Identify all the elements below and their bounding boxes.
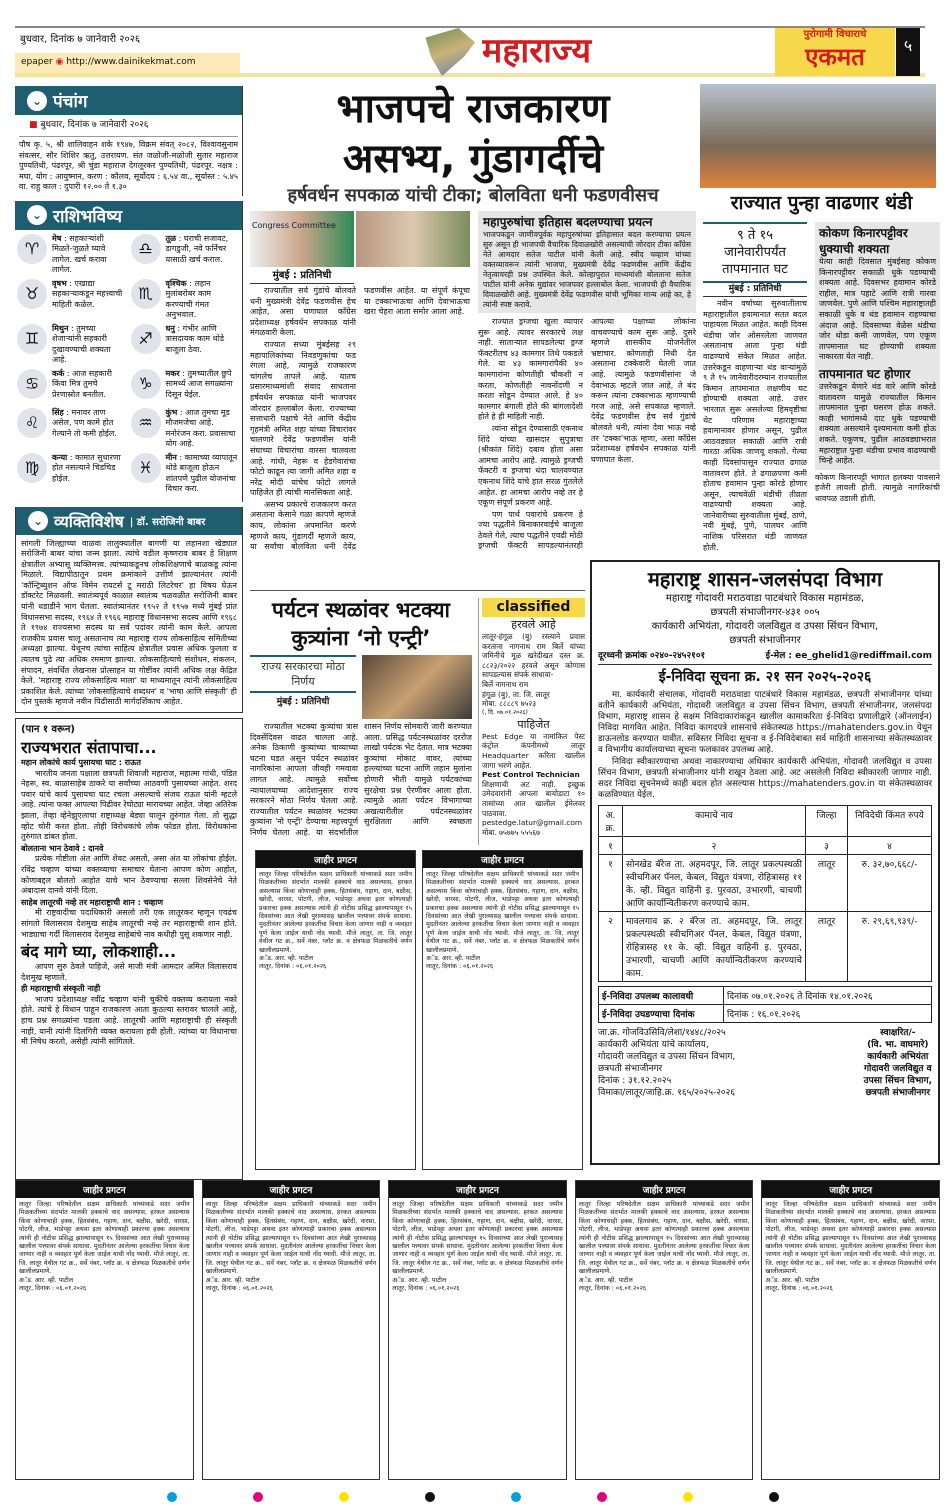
lead-headline: भाजपचे राजकारण असभ्य, गुंडागर्दीचे — [336, 86, 610, 182]
tourism-story — [250, 596, 472, 844]
zodiac-icon: ♌ — [17, 408, 47, 438]
rashi-sign: ♌ सिंह : मनावर ताण असेल, पण कामे होत गेल्याने तो कमी होईल. — [17, 408, 127, 450]
rashi-sign: ♊ मिथुन : तुमच्या शेजाऱ्यांनी सहकारी दुखावण्याची शक्यता आहे. — [17, 324, 127, 366]
rashi-sign: ♐ धनु : गंभीर आणि त्रासदायक काम थोडे बाजूला ठेवा. — [131, 324, 241, 366]
zodiac-icon: ♊ — [17, 324, 47, 354]
rashi-sign: ♍ कन्या : कामात सुधारणा होत नसल्याने चिडचिड होईल. — [17, 453, 127, 495]
tender-sign-line: गोदावरी जलविद्युत व — [863, 1064, 932, 1074]
email-link[interactable]: ई-मेल : ee_ghelid1@rediffmail.com — [765, 651, 932, 661]
zodiac-icon: ♓ — [131, 453, 161, 483]
tender-ref-line: छत्रपती संभाजीनगर — [598, 1064, 663, 1074]
bullet-icon: ■ — [29, 120, 38, 130]
notice-ad: जाहीर प्रगटन लातूर जिल्हा परिषदेतील सक्षम प्राधिकारी यांच्याकडे सदर जमीन मिळकतीच्या संदर्भात मालकी हक्काचे वाद असल्यास, हरकत असल्यास किंवा कोणाचाही हक्क, हितसंबंध, गहाण, दान, बक्षीस, खरेदी, वारसा, पोटगी, लीज, भाडेपट्टा अथवा इतर कोणत्याही प्रकारचा हक्क असल्यास त्यांनी ही नोटीस प्रसिद्ध झाल्यापासून १५ दिवसांच्या आत लेखी पुराव्यासह खालील पत्त्यावर संपर्क साधावा. मुदतीनंतर आलेल्या हरकतींचा विचार केला जाणार नाही व व्यवहार पूर्ण केला जाईल याची नोंद घ्यावी. मौजे लातूर, ता. जि. लातूर येथील गट क्र., सर्वे नंबर, प्लॉट क्र. व क्षेत्रफळ मिळकतीचे वर्णन खालीलप्रमाणे. अॅड. आर. व्ही. पाटील लातूर, दिनांक : ०६.०१.२०२६ — [422, 850, 583, 1170]
registration-marks — [0, 1487, 945, 1506]
tourism-byline: मुंबई : प्रतिनिधी — [276, 697, 330, 707]
weather-body: नवीन वर्षाच्या सुरुवातीलाच महाराष्ट्रातील हवामानात सतत बदल पाहायला मिळत आहेत. काही दिवस थंडीचा जोर ओसरलेला जाणवत असतानाच आता पुन्हा थंडी वाढण्याचे संकेत मिळत आहेत. उत्तरेकडून वाहणाऱ्या थंड वाऱ्यांमुळे ९ ते १५ जानेवारीदरम्यान राज्यातील किमान तापमानात लक्षणीय घट होण्याची शक्यता आहे. उत्तर भारतात सुरू असलेल्या हिमवृष्टीचा थेट परिणाम महाराष्ट्राच्या हवामानावर होणार असून, पुढील आठवड्यात सकाळी आणि रात्री गारठा अधिक जाणवू शकतो. गेल्या काही दिवसांपासून राज्यात ढगाळ वातावरण होते. ते ढगाळपणा कमी होताच हवामान पुन्हा कोरडे होणार असून, त्याचवेळी थंडीची तीव्रता वाढण्याची शक्यता आहे. जानेवारीच्या सुरुवातीला मुंबई, ठाणे, नवी मुंबई, पुणे, पालघर आणि नाशिक परिसरात थंडी जाणवत होती. — [703, 299, 807, 552]
zodiac-icon: ♐ — [131, 324, 161, 354]
tender-ref-line: दिनांक : ३१.१२.२०२५ — [598, 1076, 672, 1086]
tender-sign-line: (वि. भा. वाघमारे) — [867, 1040, 929, 1050]
tender-ad: महाराष्ट्र शासन-जलसंपदा विभाग महाराष्ट्र गोदावरी मराठवाडा पाटबंधारे विकास महामंडळ, छत्रपती संभाजीनगर-४३१ ००५ कार्यकारी अभियंता, गोदावरी जलविद्युत व उपसा सिंचन विभाग, छत्रपती संभाजीनगर दूरध्वनी क्रमांक ०२४०-२४५२१०१ ई-मेल : ee_ghelid1@rediffmail.com ई-निविदा सूचना क्र. २१ सन २०२५-२०२६ मा. कार्यकारी संचालक, गोदावरी मराठवाडा पाटबंधारे विकास महामंडळ, छत्रपती संभाजीनगर यांच्या वतीने कार्यकारी अभियंता, गोदावरी जलविद्युत व उपसा सिंचन विभाग, छत्रपती संभाजीनगर, जलसंपदा विभाग, महाराष्ट्र शासन हे सक्षम निविदाकारांकडून खालील कामाकरिता ई-निविदा प्रणालीद्वारे (ऑनलाईन) निविदा मागवित आहेत. निविदा कागदपत्रे शासनाचे संकेतस्थळ https://mahatenders.gov.in येथून डाऊनलोड करण्यात यावीत. सविस्तर निविदा सूचना व ई-निविदेबाबत सर्व माहिती शासनाच्या संकेतस्थळावर व विभागीय कार्यालयाच्या सूचना फलकावर उपलब्ध आहे. निविदा स्वीकारण्याचा अथवा नाकारण्याचा अधिकार कार्यकारी अभियंता, गोदावरी जलविद्युत व उपसा सिंचन विभाग, छत्रपती संभाजीनगर यांनी राखून ठेवला आहे. अट असलेली निविदा स्वीकारली जाणार नाही. सदर निविदा सूचनेमध्ये काही बदल होत असल्यास https://mahatenders.gov.in या संकेतस्थळावर कळविण्यात येईल. अ. क्र. कामाचे नाव जिल्हा निविदेची किंमत रुपये १ २ ३ ४ १ सोनखेड बॅरेज ता. अहमदपूर, जि. लातूर प्रकल्पस्थळी स्वीचगिअर पॅनल, केबल, विद्युत यंत्रणा, रोहित्रासह ११ के. व्ही. विद्युत वाहिनी इ. पुरवठा, उभारणी, चाचणी आणि कार्यान्वितीकरण करण्याचे काम. लातूर रु. ३२,७०,६६८/- २ मावलगाव क्र. २ बॅरेज ता. अहमदपूर, जि. लातूर प्रकल्पस्थळी स्वीचगिअर पॅनल, केबल, विद्युत यंत्रणा, रोहित्रासह ११ के. व्ही. विद्युत वाहिनी इ. पुरवठा, उभारणी, चाचणी आणि कार्यान्वितीकरण करण्याचे काम. लातूर रु. २९,६९,९३९/- ई-निविदा उपलब्ध कालावधी दिनांक ०७.०१.२०२६ ते दिनांक १४.०१.२०२६ ई-निविदा उघडण्याचा दिनांक दिनांक : १६.०१.२०२६ जा.क्र. गोजविउसिवि/लेशा/१४४८/२०२५ कार्यकारी अभियंता यांचे कार्यालय, गोदावरी जलविद्युत व उपसा सिंचन विभाग, छत्रपती संभाजीनगर दिनांक : ३१.१२.२०२५ विमाका/लातूर/जाहि.क्र. १६५/२०२५-२०२६ स्वाक्षरित/- (वि. भा. वाघमारे) कार्यकारी अभियंता गोदावरी जलविद्युत व उपसा सिंचन विभाग, छत्रपती संभाजीनगर — [590, 560, 940, 1165]
chevron-down-icon: ⌄ — [27, 205, 47, 225]
zodiac-icon: ♑ — [131, 369, 161, 399]
masthead-date: बुधवार, दिनांक ७ जानेवारी २०२६ — [20, 34, 141, 45]
sapkal-photo: Congress Committee — [250, 211, 354, 267]
tourism-headline: पर्यटन स्थळांवर भटक्या कुत्र्यांना ‘नो एन्ट्री’ — [271, 598, 450, 650]
tourism-box: राज्य सरकारचा मोठा निर्णय — [250, 655, 356, 693]
lead-body — [250, 211, 696, 556]
maharashtra-map-logo — [420, 28, 475, 76]
lead-story — [250, 84, 696, 556]
zodiac-icon: ♉ — [17, 279, 47, 309]
rashi-sign: ♏ वृश्चिक : लहान मुलांबरोबर काम करण्याची गंमत अनुभवाल. — [131, 279, 241, 321]
rashi-section: ⌄ राशिभविष्य ♈ मेष : सहकाऱ्यांशी मिळते-जुळते घ्यावे लागेल. खर्च करावा लागेल. ♎ तूळ : घराची सजावट, डागडुजी, नवे फर्निचर यासाठी खर्च कराल. ♉ वृषभ : एखाद्या सहकाऱ्याकडून महत्त्वाची माहिती कळेल. ♏ वृश्चिक : लहान मुलांबरोबर काम करण्याची गंमत अनुभवाल. ♊ मिथुन : तुमच्या शेजाऱ्यांनी सहकारी दुखावण्याची शक्यता आहे. ♐ धनु : गंभीर आणि त्रासदायक काम थोडे बाजूला ठेवा. ♋ कर्क : आज सहकारी किंवा मित्र तुमचे प्रेरणास्रोत बनतील. ♑ मकर : तुमच्यातील छुपे सामर्थ्य आज सगळ्यांना दिसून येईल. ♌ सिंह : मनावर ताण असेल, पण कामे होत गेल्याने तो कमी होईल. ♒ कुंभ : आज तुमचा मूड मौजमजेचा आहे. मनोरंजन करा. प्रवासाचा योग आहे. ♍ कन्या : कामात सुधारणा होत नसल्याने चिडचिड होईल. ♓ मीन : कामाच्या व्यापातून थोडे बाजूला होऊन शांतपणे पुढील योजनांचा विचार करा. — [15, 201, 243, 502]
shinde-photo — [356, 211, 470, 267]
classified-section: classified हरवले आहे लातूर-हंगूळ (बु) रस्त्याने प्रवास करताना नागनाथ राम बिर्ले यांच्या जमिनीचे मूळ खरेदीखत दस्त क्र. ८८२३/२०२२ हरवले असून कोणास सापडल्यास संपर्क साधावा- बिर्ले नागनाथ राम हंगूळ (बु), ता. जि. लातूर मोबा. ८८८८९ ७५२३ (, दि. ०७.०१.२०२६) पाहिजेत Pest Edge या नामांकित पेस्ट कंट्रोल कंपनीमध्ये लातूर Headquarter करिता खालील जागा भरणे आहेत. Pest Control Technician शिक्षणाची अट नाही. इच्छुक उमेदवारांनी आपला बायोडाटा १० तासांच्या आत खालील ईमेलवर पाठवावा. pestedge.latur@gmail.com मोबा. ७५७७५ ५५५६७ — [478, 598, 585, 845]
weather-side — [815, 222, 940, 556]
lead-cols-3-4: राज्यात ड्रग्जचा खुला व्यापार सुरू आहे. त्यावर सरकारचे लक्ष नाही. साताऱ्यात सापडलेल्या ड्रग्ज फॅक्टरीतच ४३ कामगार तिथे पकडले गेले. या ४३ कामगारांपैकी ४० कामगारांना कोणतीही चौकशी न करता, कोणतीही नावनोंदणी न करता सोडून देण्यात आले. हे ४० कामगार बंगाली होते की बांगलादेशी होते हे ही माहिती नाही. त्यांना सोडून देण्यासाठी एकनाथ शिंदे यांच्या खासदार सुपुत्राचा (श्रीकांत शिंदे) दबाव होता असा आमचा आरोप आहे. त्यामुळे ड्रग्जची फॅक्टरी व ड्रग्जचा धंदा चालवण्यात एकनाथ शिंदे यांचे हात सरळ गुंतलेले आहेत. हा आमचा आरोप नव्हे तर हे एकूण संपूर्ण प्रकरण आहे. पण पार्थ पवारांचे प्रकरण हे ज्या पद्धतीने बिनाकारवाईचे बाजूला ठेवले गेले, त्याच पद्धतीने एवढी मोठी ड्रग्जची फॅक्टरी सापडल्यानंतरही आपल्या पक्षाच्या लोकांना वाचवण्याचे काम सुरू आहे. दुसरे म्हणजे शासकीय योजनेतील भ्रष्टाचार. कोणताही निधी देत असताना टक्केवारी घेतली जात आहे. त्यामुळे फडणवीसांना जे देवाभाऊ म्हटले जात आहे, ते बंद करून त्यांना टक्काभाऊ म्हणण्याची गरज आहे, असे सपकाळ म्हणाले. देवेंद्र फडणवीस हेच सर्व गुंडांचे बोलवते धनी, त्यांना देवा भाऊ नव्हे तर 'टक्का'भाऊ म्हणा, असा काँग्रेस प्रदेशाध्यक्ष हर्षवर्धन सपकाळ यांनी घणाघात केला. — [478, 317, 696, 551]
rashi-sign: ♓ मीन : कामाच्या व्यापातून थोडे बाजूला होऊन शांतपणे पुढील योजनांचा विचार करा. — [131, 453, 241, 495]
rashi-sign: ♑ मकर : तुमच्यातील छुपे सामर्थ्य आज सगळ्यांना दिसून येईल. — [131, 369, 241, 405]
tourism-body: राज्यातील भटक्या कुत्र्यांचा त्रास दिवसेंदिवस वाढत चालला आहे. अनेक ठिकाणी कुत्र्यांच्या चाव्याच्या घटना घडत असून पर्यटन स्थळांवर नागरिकांना आपला जीवही गमवावा लागत आहे. त्यामुळे सर्वोच्च न्यायालयाच्या आदेशानुसार राज्य सरकारने मोठा निर्णय घेतला आहे. राज्यातील पर्यटन स्थळांवर भटक्या कुत्र्यांना 'नो एन्ट्री' देण्याचा महत्त्वपूर्ण निर्णय घेतला आहे. या संदर्भातील शासन निर्णय सोमवारी जारी करण्यात आला. प्रसिद्ध पर्यटनस्थळांवर दररोज लाखो पर्यटक भेट देतात. मात्र भटक्या कुत्र्यांचा मोकाट वावर, त्यांच्या हल्ल्यांच्या घटना आणि लहान मुलांना होणारी भीती यामुळे पर्यटकांच्या सुरक्षेचा प्रश्न ऐरणीवर आला होता. त्यामुळे आता पर्यटन विभागाच्या अखत्यारीतील पर्यटनस्थळांवर सुरक्षितता आणि स्वच्छता — [250, 722, 472, 837]
zodiac-icon: ♍ — [17, 453, 47, 483]
tender-signature — [864, 1027, 932, 1099]
rashi-sign: ♎ तूळ : घराची सजावट, डागडुजी, नवे फर्निचर यासाठी खर्च कराल. — [131, 234, 241, 276]
page-number: ५ — [896, 28, 920, 76]
tender-ref-line: गोदावरी जलविद्युत व उपसा सिंचन विभाग, — [598, 1052, 736, 1062]
tender-sign-line: उपसा सिंचन विभाग, — [863, 1076, 932, 1086]
notice-ad: जाहीर प्रगटन लातूर जिल्हा परिषदेतील सक्षम प्राधिकारी यांच्याकडे सदर जमीन मिळकतीच्या संदर्भात मालकी हक्काचे वाद असल्यास, हरकत असल्यास किंवा कोणाचाही हक्क, हितसंबंध, गहाण, दान, बक्षीस, खरेदी, वारसा, पोटगी, लीज, भाडेपट्टा अथवा इतर कोणत्याही प्रकारचा हक्क असल्यास त्यांनी ही नोटीस प्रसिद्ध झाल्यापासून १५ दिवसांच्या आत लेखी पुराव्यासह खालील पत्त्यावर संपर्क साधावा. मुदतीनंतर आलेल्या हरकतींचा विचार केला जाणार नाही व व्यवहार पूर्ण केला जाईल याची नोंद घ्यावी. मौजे लातूर, ता. जि. लातूर येथील गट क्र., सर्वे नंबर, प्लॉट क्र. व क्षेत्रफळ मिळकतीचे वर्णन खालीलप्रमाणे. अॅड. आर. व्ही. पाटील लातूर, दिनांक : ०६.०१.२०२६ — [388, 1180, 567, 1480]
sidebox-history: महापुरुषांचा इतिहास बदलण्याचा प्रयत्न भाजपकडून जाणीवपूर्वक महापुरुषांच्या इतिहासात बदल करण्याचा प्रयत्न सुरु असून ही भाजपची वैचारिक दिवाळखोरी असल्याची जोरदार टीका काँग्रेस नेते आमदार सतेज पाटील यांनी केली आहे. स्वीद चव्हाण यांच्या वक्तव्यावरून त्यांनी भाजपा, मुख्यमंत्री देवेंद्र फडणवीस आणि केंद्रीय नेतृत्वावरही प्रश्न उपस्थित केले. कोल्हापुरात माध्यमांशी बोलताना सतेज पाटील यांनी अनेक मुद्यांवर भाजपवर हल्लाबोल केला. भाजपची ही वैचारिक दिवाळखोरी आहे. मुख्यमंत्री देवेंद्र फडणवीस यांची भूमिका मान्य आहे का, हे त्यांनी स्पष्ट करावे. — [478, 211, 696, 313]
rashi-sign: ♒ कुंभ : आज तुमचा मूड मौजमजेचा आहे. मनोरंजन करा. प्रवासाचा योग आहे. — [131, 408, 241, 450]
section-title: महाराज्य — [482, 31, 592, 71]
lead-byline: मुंबई : प्रतिनिधी — [250, 269, 354, 284]
table-row: २ मावलगाव क्र. २ बॅरेज ता. अहमदपूर, जि. लातूर प्रकल्पस्थळी स्वीचगिअर पॅनल, केबल, विद्युत यंत्रणा, रोहित्रासह ११ के. व्ही. विद्युत वाहिनी इ. पुरवठा, उभारणी, चाचणी आणि कार्यान्वितीकरण करण्याचे काम. लातूर रु. २९,६९,९३९/- — [599, 912, 932, 982]
notice-ad: जाहीर प्रगटन लातूर जिल्हा परिषदेतील सक्षम प्राधिकारी यांच्याकडे सदर जमीन मिळकतीच्या संदर्भात मालकी हक्काचे वाद असल्यास, हरकत असल्यास किंवा कोणाचाही हक्क, हितसंबंध, गहाण, दान, बक्षीस, खरेदी, वारसा, पोटगी, लीज, भाडेपट्टा अथवा इतर कोणत्याही प्रकारचा हक्क असल्यास त्यांनी ही नोटीस प्रसिद्ध झाल्यापासून १५ दिवसांच्या आत लेखी पुराव्यासह खालील पत्त्यावर संपर्क साधावा. मुदतीनंतर आलेल्या हरकतींचा विचार केला जाणार नाही व व्यवहार पूर्ण केला जाईल याची नोंद घ्यावी. मौजे लातूर, ता. जि. लातूर येथील गट क्र., सर्वे नंबर, प्लॉट क्र. व क्षेत्रफळ मिळकतीचे वर्णन खालीलप्रमाणे. अॅड. आर. व्ही. पाटील लातूर, दिनांक : ०६.०१.२०२६ — [15, 1180, 194, 1480]
tender-sign-line: स्वाक्षरित/- — [880, 1028, 916, 1038]
vyakti-section: ⌄ व्यक्तिविशेष | डॉ. सरोजिनी बाबर सांगली जिल्ह्याच्या वाळवा तालुक्यातील बागणी या लहानशा खेड्यात सरोजिनी बाबर यांचा जन्म झाला. त्यांचे वडील कृष्णराव बाबर हे शिक्षण क्षेत्रातील अभ्यासू व्यक्तिमत्त्व. त्यांच्याकडूनच लोकशिक्षणाचे बाळकडू त्यांना मिळाले. विद्यापीठातून प्रथम क्रमांकाने उत्तीर्ण झाल्यानंतर त्यांनी 'कॉन्ट्रिब्युशन ऑफ विमेन रायटर्स टू मराठी लिटरेचर' हा विषय घेऊन डॉक्टरेट मिळवली. स्वातंत्र्यपूर्व काळात स्वातंत्र्य चळवळीत सरोजिनी बाबर यांनी धडाडीने भाग घेतला. स्वातंत्र्यानंतर १९५२ ते १९५७ मध्ये मुंबई प्रांत विधानसभा सदस्य, १९६४ ते १९६६ महाराष्ट्र विधानसभा सदस्य आणि १९६८ ते १९७४ राज्यसभा सदस्य या सर्व पदांवर त्यांनी काम केले. आपला राजकीय प्रवास चालू असतानाच त्या महाराष्ट्र राज्य लोकसाहित्य समितीच्या अध्यक्षा झाल्या. येथूनच त्यांचा साहित्य क्षेत्रातील प्रवास अधिक फुलला व त्यातच पुढे त्या अधिक रममाण झाल्या. लोकसाहित्याचे संशोधन, संकलन, संपादन, संवर्धित लेखनास प्रोत्साहन या गोष्टींवर त्यांनी अधिक लक्ष केंद्रित केले. 'महाराष्ट्र राज्य लोकसाहित्य माला' या माध्यमातून त्यांनी लोकसाहित्य प्रकाशित केले. त्यांच्या 'लोकसाहित्याचे शब्दधन' व 'भाषा आणि संस्कृती' ही दोन पुस्तके म्हणजे नवीन पिढीसाठी मार्गदर्शिकाच आहेत. — [15, 507, 243, 714]
weather-box: ९ ते १५ जानेवारीपर्यंत तापमानात घट — [703, 222, 807, 283]
tender-ref-line: कार्यकारी अभियंता यांचे कार्यालय, — [598, 1040, 709, 1050]
tender-sign-line: कार्यकारी अभियंता — [867, 1052, 929, 1062]
brand-block: पुरोगामी विचाराचे एकमत — [775, 28, 895, 76]
weather-story — [703, 190, 940, 556]
brand-logo: एकमत — [805, 43, 865, 71]
tender-ref-line: विमाका/लातूर/जाहि.क्र. १६५/२०२५-२०२६ — [598, 1088, 735, 1098]
notice-ad: जाहीर प्रगटन लातूर जिल्हा परिषदेतील सक्षम प्राधिकारी यांच्याकडे सदर जमीन मिळकतीच्या संदर्भात मालकी हक्काचे वाद असल्यास, हरकत असल्यास किंवा कोणाचाही हक्क, हितसंबंध, गहाण, दान, बक्षीस, खरेदी, वारसा, पोटगी, लीज, भाडेपट्टा अथवा इतर कोणत्याही प्रकारचा हक्क असल्यास त्यांनी ही नोटीस प्रसिद्ध झाल्यापासून १५ दिवसांच्या आत लेखी पुराव्यासह खालील पत्त्यावर संपर्क साधावा. मुदतीनंतर आलेल्या हरकतींचा विचार केला जाणार नाही व व्यवहार पूर्ण केला जाईल याची नोंद घ्यावी. मौजे लातूर, ता. जि. लातूर येथील गट क्र., सर्वे नंबर, प्लॉट क्र. व क्षेत्रफळ मिळकतीचे वर्णन खालीलप्रमाणे. अॅड. आर. व्ही. पाटील लातूर, दिनांक : ०६.०१.२०२६ — [202, 1180, 381, 1480]
search-icon: ◉ — [55, 57, 64, 67]
tender-table: अ. क्र. कामाचे नाव जिल्हा निविदेची किंमत रुपये १ २ ३ ४ १ सोनखेड बॅरेज ता. अहमदपूर, जि. लातूर प्रकल्पस्थळी स्वीचगिअर पॅनल, केबल, विद्युत यंत्रणा, रोहित्रासह ११ के. व्ही. विद्युत वाहिनी इ. पुरवठा, उभारणी, चाचणी आणि कार्यान्वितीकरण करण्याचे काम. लातूर रु. ३२,७०,६६८/- २ मावलगाव क्र. २ बॅरेज ता. अहमदपूर, जि. लातूर प्रकल्पस्थळी स्वीचगिअर पॅनल, केबल, विद्युत यंत्रणा, रोहित्रासह ११ के. व्ही. विद्युत वाहिनी इ. पुरवठा, उभारणी, चाचणी आणि कार्यान्वितीकरण करण्याचे काम. लातूर रु. २९,६९,९३९/- — [598, 805, 932, 982]
panchang-section: ⌄ पंचांग ■ बुधवार, दिनांक ७ जानेवारी २०२६ पौष कृ. ५, श्री शालिवाहन शके १९४७, विक्रम संवत् २०८२, विश्वावसुनाम संवत्सर, सौर शिशिर ऋतु, उत्तरायण. संत जळोजी-मळोजी सुतार महाराज पुण्यतिथी, पंढरपूर, श्री चुंडा महाराज देगलूरकर पुण्यतिथी, पंढरपूर. नक्षत्र : मघा, योग : आयुष्मान, करण : कौलव, सूर्योदय : ६.५४ वा., सूर्यास्त : ५.४५ वा. राहु काल : दुपारी १२.०० ते १.३० — [15, 86, 243, 196]
tender-dates: ई-निविदा उपलब्ध कालावधी दिनांक ०७.०१.२०२६ ते दिनांक १४.०१.२०२६ ई-निविदा उघडण्याचा दिनांक दिनांक : १६.०१.२०२६ — [598, 986, 932, 1023]
weather-byline: मुंबई : प्रतिनिधी — [703, 283, 807, 297]
tender-reference — [598, 1027, 735, 1099]
zodiac-icon: ♎ — [131, 234, 161, 264]
lead-cols-1-2: राज्यातील सर्व गुंडांचे बोलवते धनी मुख्यमंत्री देवेंद्र फडणवीस हेच आहेत, असा घणाघात काँग्रेस प्रदेशाध्यक्ष हर्षवर्धन सपकाळ यांनी मंगळवारी केला. राज्यात सध्या मुंबईसह २९ महापालिकांच्या निवडणुकांचा फड रंगला आहे, त्यामुळे राजकारण चांगलेच तापले आहे. यातच प्रसारमाध्यमांशी संवाद साधताना हर्षवर्धन सपकाळ यांनी भाजपवर जोरदार हल्लाबोल केला. राज्याच्या सत्ताधारी पक्षाचे नेते आणि केंद्रीय गृहमंत्री अमित शहा यांच्या विचारांवर चालणारे देवेंद्र फडणवीस यांनी संघाच्या विचारांचा वारसा चालवला आहे. गांधी, नेहरू व हेडगेवारांचा फोटो काढून त्या जागी अमित शहा व नरेंद्र मोदी यांचेच फोटो लागले पाहिजेत ही त्यांची मानसिकता आहे. असभ्य प्रकारचे राजकारण करत असताना केसाने गळा कापणे म्हणजे काय, लोकांना अपमानित करणे म्हणजे काय, गुंडागर्दी म्हणजे काय, या सर्वांचा बोलविता धनी देवेंद्र फडणवीस आहेत. या संपूर्ण कंपूचा या टक्काभाऊचा आणि देवाभाऊचा खरा चेहरा आता समोर आला आहे. — [250, 286, 470, 552]
cold-weather-photo — [700, 84, 936, 188]
table-row: १ सोनखेड बॅरेज ता. अहमदपूर, जि. लातूर प्रकल्पस्थळी स्वीचगिअर पॅनल, केबल, विद्युत यंत्रणा, रोहित्रासह ११ के. व्ही. विद्युत वाहिनी इ. पुरवठा, उभारणी, चाचणी आणि कार्यान्वितीकरण करण्याचे काम. लातूर रु. ३२,७०,६६८/- — [599, 855, 932, 912]
tender-ref-line: जा.क्र. गोजविउसिवि/लेशा/१४४८/२०२५ — [598, 1028, 726, 1038]
divider — [250, 590, 585, 591]
zodiac-icon: ♈ — [17, 234, 47, 264]
weather-main — [703, 222, 807, 556]
rashi-sign: ♈ मेष : सहकाऱ्यांशी मिळते-जुळते घ्यावे लागेल. खर्च करावा लागेल. — [17, 234, 127, 276]
tender-sign-line: छत्रपती संभाजीनगर — [865, 1088, 931, 1098]
zodiac-icon: ♏ — [131, 279, 161, 309]
notice-ad: जाहीर प्रगटन लातूर जिल्हा परिषदेतील सक्षम प्राधिकारी यांच्याकडे सदर जमीन मिळकतीच्या संदर्भात मालकी हक्काचे वाद असल्यास, हरकत असल्यास किंवा कोणाचाही हक्क, हितसंबंध, गहाण, दान, बक्षीस, खरेदी, वारसा, पोटगी, लीज, भाडेपट्टा अथवा इतर कोणत्याही प्रकारचा हक्क असल्यास त्यांनी ही नोटीस प्रसिद्ध झाल्यापासून १५ दिवसांच्या आत लेखी पुराव्यासह खालील पत्त्यावर संपर्क साधावा. मुदतीनंतर आलेल्या हरकतींचा विचार केला जाणार नाही व व्यवहार पूर्ण केला जाईल याची नोंद घ्यावी. मौजे लातूर, ता. जि. लातूर येथील गट क्र., सर्वे नंबर, प्लॉट क्र. व क्षेत्रफळ मिळकतीचे वर्णन खालीलप्रमाणे. अॅड. आर. व्ही. पाटील लातूर, दिनांक : ०६.०१.२०२६ — [575, 1180, 754, 1480]
zodiac-icon: ♋ — [17, 369, 47, 399]
chevron-down-icon: ⌄ — [27, 91, 47, 111]
mid-notices — [255, 850, 583, 1170]
chevron-down-icon: ⌄ — [28, 511, 48, 531]
left-column — [15, 86, 243, 1180]
lead-right — [478, 211, 696, 556]
notice-ad: जाहीर प्रगटन लातूर जिल्हा परिषदेतील सक्षम प्राधिकारी यांच्याकडे सदर जमीन मिळकतीच्या संदर्भात मालकी हक्काचे वाद असल्यास, हरकत असल्यास किंवा कोणाचाही हक्क, हितसंबंध, गहाण, दान, बक्षीस, खरेदी, वारसा, पोटगी, लीज, भाडेपट्टा अथवा इतर कोणत्याही प्रकारचा हक्क असल्यास त्यांनी ही नोटीस प्रसिद्ध झाल्यापासून १५ दिवसांच्या आत लेखी पुराव्यासह खालील पत्त्यावर संपर्क साधावा. मुदतीनंतर आलेल्या हरकतींचा विचार केला जाणार नाही व व्यवहार पूर्ण केला जाईल याची नोंद घ्यावी. मौजे लातूर, ता. जि. लातूर येथील गट क्र., सर्वे नंबर, प्लॉट क्र. व क्षेत्रफळ मिळकतीचे वर्णन खालीलप्रमाणे. अॅड. आर. व्ही. पाटील लातूर, दिनांक : ०६.०१.२०२६ — [761, 1180, 940, 1480]
rashi-sign: ♉ वृषभ : एखाद्या सहकाऱ्याकडून महत्त्वाची माहिती कळेल. — [17, 279, 127, 321]
zodiac-icon: ♒ — [131, 408, 161, 438]
continued-story: (पान १ वरून) राज्यभरात संतापाचा... महान लोकांचे कार्य पुसायचा घाट : राऊत भारतीय जनता पक्षाला छत्रपती शिवाजी महाराज, महात्मा गांधी, पंडित नेहरू, स्व. बाळासाहेब ठाकरे या सर्वांच्या आठवणी पुसायच्या आहेत. शरद पवार यांचे कार्य पुसायचा घाट रचला असल्याचे संजय राऊत यांनी म्हटले आहे. त्यांना फक्त आपल्या पिढीवर रेघोट्या मारायच्या आहेत. जेव्हा अतिरेक झाला, तेव्हा व्हेनेझुएलाचा राष्ट्राध्यक्ष बेड्या घालून तुरुंगात गेला. तो सुद्धा व्होट चोरी करत होता. तोही विरोधकांचे लोक फोडत होता. विरोधकांना तुरुंगात डांबत होता. बोलताना भान ठेवावे : दानवे प्रत्येक गोष्टीला अंत आणि शेवट असतो, असा अंत या लोकांचा होईल. रविंद्र चव्हाण यांच्या वक्तव्याचा समाचार घेताना आपण कोण आहोत, कोणाबद्दल बोलतो आहोत याचे भान ठेवण्याचा सल्ला शिवसेनेचे नेते अंबादास दानवे यांनी दिला. साहेब लातूरची नव्हे तर महाराष्ट्राची शान : चव्हाण मी राष्ट्रवादीचा पदाधिकारी असलो तरी एक लातूरकर म्हणून एवढंच सांगतो विलासराव देशमुख साहेब लातूरची नव्हे तर महाराष्ट्राची शान होते. भाड्याचा गर्दी विलासराव देशमुख साहेबांचे नाव कधीही पुसू शकणार नाही. बंद मागे घ्या, लोकशाही... आपण सुरु ठेवले पाहिजे, असे माजी मंत्री आमदार अमित विलासराव देशमुख म्हणाले. ही महाराष्ट्राची संस्कृती नाही भाजप प्रदेशाध्यक्ष रवींद्र चव्हाण यांनी चुकीचे वक्तव्य करायला नको होते. त्यांचे हे विधान पाहून राजकारण आता कुठल्या स्तरावर चालले आहे, हाच प्रश्न सगळ्यांना पडला आहे. लातूरची आणि महाराष्ट्राची ही संस्कृती नाही, यानी त्यांनी दिलगिरी व्यक्त करायला हवी होती. त्यांच्या या विधानाचा मी निषेध करतो, असेही त्यांनी सांगितले. — [15, 718, 243, 1180]
epaper-link[interactable]: epaper ◉ http://www.dainikekmat.com — [15, 53, 240, 73]
classified-logo: classified — [482, 598, 585, 617]
kokan-box: कोकण किनारपट्टीवर धुक्याची शक्यता येत्या काही दिवसात मुंबईसह कोकण किनारपट्टीवर सकाळी धुके पडण्याची शक्यता आहे. दिवसभर हवामान कोरडे राहील, मात्र पहाटे आणि रात्री गारवा जाणवेल. पुणे आणि पश्चिम महाराष्ट्रातही सकाळी धुके व थंड हवामान राहण्याचा अंदाज आहे. दिवसाच्या वेळेस थंडीचा जोर थोडा कमी जाणवेल, पण एकूण तापमानात घट होण्याची शक्यता नाकारता येत नाही. तापमानात घट होणार उत्तरेकडून येणारे थंड वारे आणि कोरडे वातावरण यामुळे राज्यातील किमान तापमानात पुन्हा घसरण होऊ शकते. काही भागांमध्ये दाट धुके पडण्याची शक्यता असल्याने दृश्यमानता कमी होऊ शकते. एकूणच, पुढील आठवड्याभरात महाराष्ट्रात पुन्हा थंडीचा प्रभाव वाढण्याची चिन्हे आहेत. — [815, 222, 940, 470]
weather-headline: राज्यात पुन्हा वाढणार थंडी — [730, 192, 913, 214]
bottom-notices — [15, 1180, 940, 1480]
rashi-sign: ♋ कर्क : आज सहकारी किंवा मित्र तुमचे प्रेरणास्रोत बनतील. — [17, 369, 127, 405]
lead-left — [250, 211, 470, 556]
stray-dogs-photo — [362, 655, 472, 719]
notice-ad: जाहीर प्रगटन लातूर जिल्हा परिषदेतील सक्षम प्राधिकारी यांच्याकडे सदर जमीन मिळकतीच्या संदर्भात मालकी हक्काचे वाद असल्यास, हरकत असल्यास किंवा कोणाचाही हक्क, हितसंबंध, गहाण, दान, बक्षीस, खरेदी, वारसा, पोटगी, लीज, भाडेपट्टा अथवा इतर कोणत्याही प्रकारचा हक्क असल्यास त्यांनी ही नोटीस प्रसिद्ध झाल्यापासून १५ दिवसांच्या आत लेखी पुराव्यासह खालील पत्त्यावर संपर्क साधावा. मुदतीनंतर आलेल्या हरकतींचा विचार केला जाणार नाही व व्यवहार पूर्ण केला जाईल याची नोंद घ्यावी. मौजे लातूर, ता. जि. लातूर येथील गट क्र., सर्वे नंबर, प्लॉट क्र. व क्षेत्रफळ मिळकतीचे वर्णन खालीलप्रमाणे. अॅड. आर. व्ही. पाटील लातूर, दिनांक : ०६.०१.२०२६ — [255, 850, 416, 1170]
lead-subhead: हर्षवर्धन सपकाळ यांची टीका; बोलविता धनी फडणवीसच — [287, 185, 659, 206]
weather-tail: कोकण किनारपट्टी भागात हलक्या पावसाने हजेरी लावली होती. त्यामुळे नागरिकांची धावपळ उडाली होती. — [815, 472, 940, 503]
